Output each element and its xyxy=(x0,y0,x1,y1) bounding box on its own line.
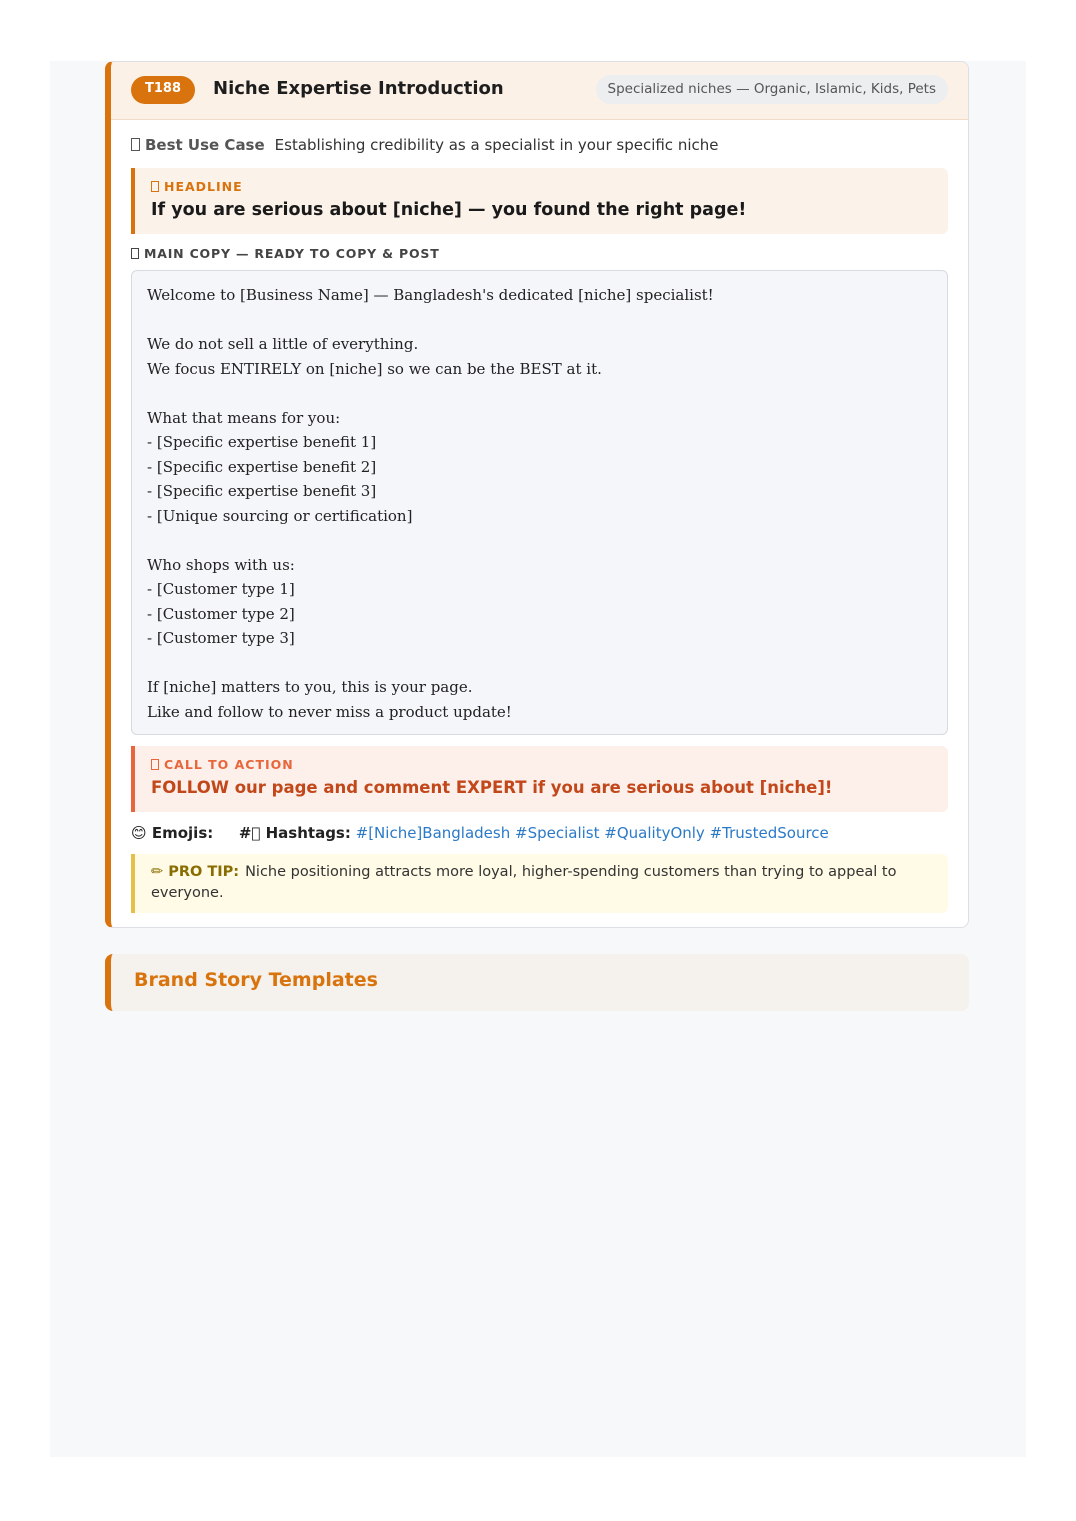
copy-line: - [Specific expertise benefit 3] xyxy=(147,482,377,500)
cta-label: CALL TO ACTION xyxy=(151,757,948,772)
emojis-label: 😊 Emojis: xyxy=(131,824,214,842)
copy-line: Who shops with us: xyxy=(147,555,295,574)
copy-line: What that means for you: xyxy=(147,408,341,427)
copy-line: Welcome to [Business Name] — Bangladesh's dedicated [niche] specialist! xyxy=(147,286,714,304)
copy-blank-line xyxy=(147,528,932,553)
headline-box xyxy=(131,168,948,234)
copy-line: Like and follow to never miss a product update! xyxy=(147,702,512,721)
hashtags-label: #⃣ Hashtags: xyxy=(238,824,351,842)
best-use-case xyxy=(131,136,718,154)
main-copy-label: MAIN COPY — READY TO COPY & POST xyxy=(131,246,440,261)
copy-line: - [Customer type 1] xyxy=(147,580,295,598)
copy-line: - [Specific expertise benefit 1] xyxy=(147,433,377,451)
best-use-case-label: Best Use Case xyxy=(131,136,265,154)
hashtag[interactable]: #[Niche]Bangladesh xyxy=(355,824,511,842)
headline-text[interactable]: If you are serious about [niche] — you found the right page! xyxy=(151,200,747,220)
template-card xyxy=(105,61,969,928)
copy-line: - [Customer type 2] xyxy=(147,604,295,623)
megaphone-icon xyxy=(151,759,159,770)
section-title: Brand Story Templates xyxy=(134,969,378,991)
copy-line: We focus ENTIRELY on [niche] so we can be the BEST at it. xyxy=(147,359,602,378)
card-title: Niche Expertise Introduction xyxy=(213,78,504,99)
copy-blank-line xyxy=(147,381,932,406)
call-to-action-box xyxy=(131,746,948,812)
target-icon xyxy=(131,138,140,151)
template-id-badge: T188 xyxy=(131,76,195,104)
hashtag[interactable]: #Specialist xyxy=(515,824,600,842)
section-header xyxy=(105,954,969,1011)
emoji-hashtag-row xyxy=(131,824,829,842)
copy-blank-line xyxy=(147,651,932,676)
hashtag[interactable]: #QualityOnly xyxy=(604,824,705,842)
pro-tip-box xyxy=(131,854,948,913)
copy-line: We do not sell a little of everything. xyxy=(147,335,419,353)
headline-icon xyxy=(151,181,159,192)
best-use-case-text: Establishing credibility as a specialist in your specific niche xyxy=(274,136,719,154)
pro-tip-text: Niche positioning attracts more loyal, higher-spending customers than trying to appeal to everyone. xyxy=(151,864,897,901)
copy-line: - [Customer type 3] xyxy=(147,629,295,647)
hashtag[interactable]: #TrustedSource xyxy=(709,824,829,842)
pro-tip-label: ✏ PRO TIP: xyxy=(151,864,240,880)
headline-label: HEADLINE xyxy=(151,179,948,194)
niche-pill: Specialized niches — Organic, Islamic, Kids, Pets xyxy=(596,75,948,104)
card-header xyxy=(111,62,968,120)
cta-text[interactable]: FOLLOW our page and comment EXPERT if you are serious about [niche]! xyxy=(151,778,833,797)
main-copy-box[interactable] xyxy=(131,270,948,735)
clipboard-icon xyxy=(131,248,139,259)
copy-blank-line xyxy=(147,308,932,333)
copy-line: - [Specific expertise benefit 2] xyxy=(147,457,377,476)
copy-line: - [Unique sourcing or certification] xyxy=(147,506,413,525)
copy-line: If [niche] matters to you, this is your page. xyxy=(147,678,473,696)
